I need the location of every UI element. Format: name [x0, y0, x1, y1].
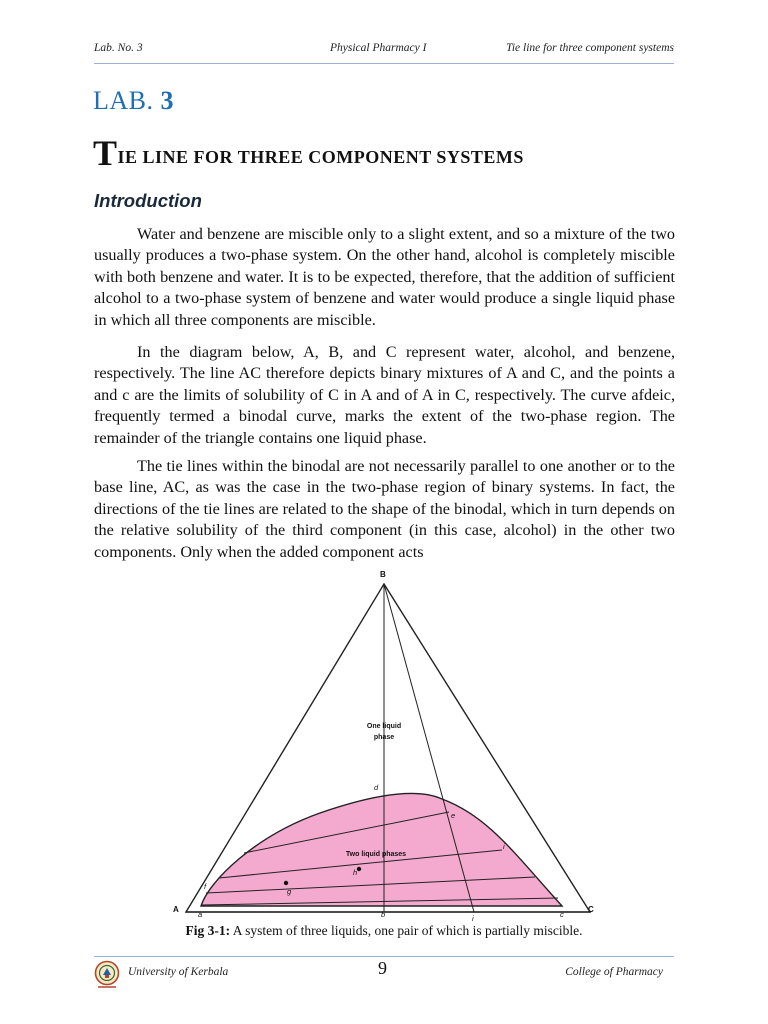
point-label-a: a [198, 910, 203, 919]
running-header [94, 42, 674, 60]
footer-university: University of Kerbala [128, 966, 229, 978]
paragraph-text: Water and benzene are miscible only to a slight extent, and so a mixture of the two usually produces a two-phase system. On the other hand, alcohol is completely miscible with both benzene and water. It is to be expected, therefore, that the addition of sufficient alcohol to a two-phase system of benzene and water would produce a single liquid phase in which all three components are miscible. [94, 225, 675, 329]
paragraph [94, 224, 675, 331]
section-heading: Introduction [94, 190, 202, 211]
region-label-one-phase: phase [373, 734, 395, 741]
footer-college: College of Pharmacy [565, 966, 663, 978]
paragraph [94, 456, 675, 563]
point-label-i-base: i [472, 914, 474, 922]
point-label-i-curve: i [503, 842, 505, 851]
title-initial: T [93, 133, 118, 173]
point-label-f: f [204, 882, 207, 891]
vertex-label-c: C [588, 905, 594, 914]
caption-text: A system of three liquids, one pair of which is partially miscible. [230, 923, 583, 938]
two-phase-region [201, 794, 562, 906]
lab-label-number: 3 [160, 86, 174, 115]
ternary-phase-diagram [160, 566, 610, 922]
footer-divider [94, 956, 674, 957]
university-seal-icon [94, 960, 120, 990]
vertex-label-a: A [173, 905, 179, 914]
point-label-e: e [451, 811, 456, 820]
vertex-label-b: B [380, 570, 386, 579]
header-topic: Tie line for three component systems [506, 42, 674, 54]
paragraph-text: In the diagram below, A, B, and C represent water, alcohol, and benzene, respectively. The line AC therefore depicts binary mixtures of A and C, and the points a and c are the limits of solubility of C in A and of A in C, respectively. The curve afdeic, frequently termed a binodal curve, marks the extent of the two-phase region. The remainder of the triangle contains one liquid phase. [94, 343, 675, 447]
paragraph [94, 342, 675, 449]
paragraph-text: The tie lines within the binodal are not necessarily parallel to one another or to the base line, AC, as was the case in the two-phase region of binary systems. In fact, the directions of the tie lines are related to the shape of the binodal, which in turn depends on the relative solubility of the third component (in this case, alcohol) in the other two components. Only when the added component acts [94, 457, 675, 561]
caption-label: Fig 3-1: [185, 923, 231, 938]
page-number: 9 [378, 958, 387, 978]
point-label-h: h [353, 868, 358, 877]
point-label-c: c [560, 910, 564, 919]
point-h [357, 867, 361, 871]
point-label-g: g [287, 887, 292, 896]
header-lab-number: Lab. No. 3 [94, 42, 143, 54]
lab-label-prefix: LAB. [93, 86, 154, 115]
point-label-b: b [381, 910, 386, 919]
lab-label [93, 86, 174, 116]
region-label-two-phase: Two liquid phases [345, 851, 407, 858]
header-course: Physical Pharmacy I [330, 42, 427, 54]
page-title [93, 132, 524, 174]
figure-caption [0, 923, 768, 939]
point-label-d: d [374, 783, 379, 792]
point-g [284, 881, 288, 885]
header-divider [94, 63, 674, 64]
region-label-one-phase: One liquid [366, 723, 402, 730]
title-rest: IE LINE FOR THREE COMPONENT SYSTEMS [117, 147, 524, 167]
